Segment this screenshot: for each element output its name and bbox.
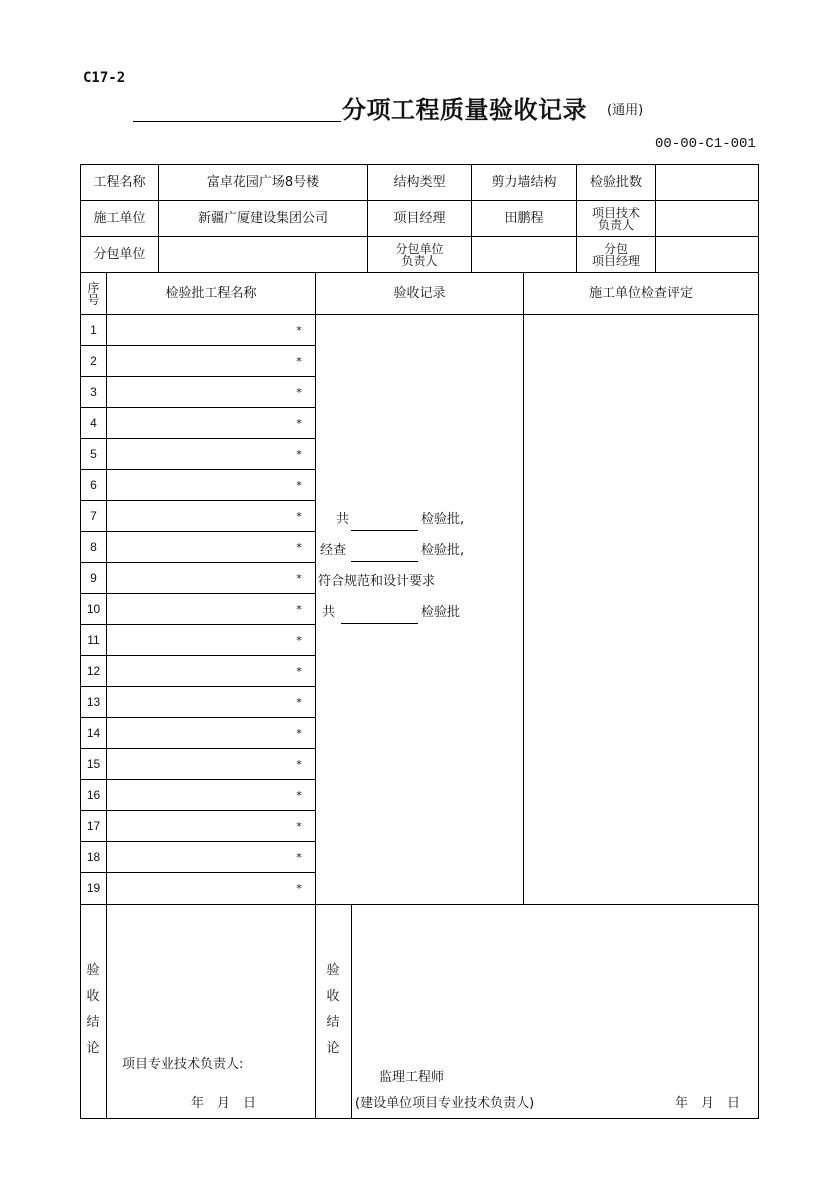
batch-name-cell[interactable] [107, 749, 291, 779]
batch-name-cell[interactable] [107, 625, 291, 655]
batch-name-cell[interactable] [107, 408, 291, 438]
batch-name-cell[interactable] [107, 501, 291, 531]
subcontractor-label: 分包单位 [93, 247, 146, 262]
batch-name-cell[interactable] [107, 439, 291, 469]
row-number: 13 [86, 695, 101, 709]
required-mark: * [296, 634, 302, 647]
batch-name-cell[interactable] [107, 687, 291, 717]
project-manager-label: 项目经理 [393, 211, 446, 226]
right-conclusion-char: 论 [326, 1041, 340, 1056]
left-conclusion-label [83, 958, 103, 1062]
required-mark: * [296, 758, 302, 771]
contractor-label: 施工单位 [93, 211, 146, 226]
sub-lead-label-line1: 分包单位 [395, 241, 444, 256]
row-number: 8 [90, 540, 97, 554]
left-conclusion-char: 论 [86, 1041, 100, 1056]
col-name-header: 检验批工程名称 [165, 286, 257, 301]
sub-manager-label-line1: 分包 [603, 241, 628, 256]
record-checked-blank[interactable] [351, 561, 418, 562]
batch-name-cell[interactable] [107, 873, 291, 903]
required-mark: * [296, 603, 302, 616]
left-signer-label: 项目专业技术负责人: [122, 1057, 244, 1072]
batch-name-cell[interactable] [107, 842, 291, 872]
tech-lead-label [577, 201, 655, 236]
required-mark: * [296, 386, 302, 399]
subcontractor-value[interactable] [159, 237, 367, 272]
grid-line [351, 904, 352, 1119]
form-code: C17-2 [83, 70, 126, 86]
row-number: 18 [86, 850, 101, 864]
sub-manager-value[interactable] [656, 237, 758, 272]
record-total2-suffix: 检验批 [421, 605, 461, 620]
batch-count-label: 检验批数 [589, 175, 642, 190]
batch-name-cell[interactable] [107, 315, 291, 345]
right-conclusion-char: 验 [326, 963, 340, 978]
document-number: 00-00-C1-001 [655, 136, 756, 152]
structure-type-label: 结构类型 [393, 175, 446, 190]
required-mark: * [296, 572, 302, 585]
row-number: 7 [90, 509, 97, 523]
sub-lead-label [368, 237, 471, 272]
required-mark: * [296, 448, 302, 461]
required-mark: * [296, 479, 302, 492]
title-suffix: (通用) [607, 103, 644, 118]
tech-lead-value[interactable] [656, 201, 758, 236]
left-conclusion-char: 结 [86, 1015, 100, 1030]
row-number: 15 [86, 757, 101, 771]
left-conclusion-char: 验 [86, 963, 100, 978]
col-record-header: 验收记录 [393, 286, 446, 301]
row-number: 17 [86, 819, 101, 833]
project-manager-value: 田鹏程 [504, 211, 544, 226]
record-total-suffix: 检验批, [421, 512, 465, 527]
right-conclusion-char: 收 [326, 989, 340, 1004]
left-conclusion-char: 收 [86, 989, 100, 1004]
row-number: 10 [86, 602, 101, 616]
batch-name-cell[interactable] [107, 377, 291, 407]
record-checked-suffix: 检验批, [421, 543, 465, 558]
title-blank-line [133, 121, 341, 122]
record-total-blank[interactable] [351, 530, 418, 531]
required-mark: * [296, 851, 302, 864]
required-mark: * [296, 355, 302, 368]
batch-name-cell[interactable] [107, 656, 291, 686]
required-mark: * [296, 696, 302, 709]
tech-lead-label-line2: 负责人 [597, 217, 634, 232]
grid-line [315, 272, 316, 1119]
sub-lead-label-line2: 负责人 [401, 253, 438, 268]
sub-manager-label-line2: 项目经理 [591, 253, 640, 268]
col-seq-header [81, 273, 106, 314]
row-number: 1 [90, 323, 97, 337]
tech-lead-label-line1: 项目技术 [591, 205, 640, 220]
row-number: 5 [90, 447, 97, 461]
batch-name-cell[interactable] [107, 532, 291, 562]
row-number: 11 [87, 633, 100, 647]
col-seq-char2: 号 [87, 292, 100, 307]
sub-lead-value[interactable] [472, 237, 576, 272]
required-mark: * [296, 417, 302, 430]
right-conclusion-char: 结 [326, 1015, 340, 1030]
batch-name-cell[interactable] [107, 470, 291, 500]
sub-manager-label [577, 237, 655, 272]
col-eval-header: 施工单位检查评定 [588, 286, 693, 301]
required-mark: * [296, 727, 302, 740]
row-number: 19 [86, 881, 101, 895]
record-total2-prefix: 共 [322, 605, 336, 620]
row-number: 14 [86, 726, 101, 740]
project-name-label: 工程名称 [93, 175, 146, 190]
col-seq-char1: 序 [87, 280, 100, 295]
row-number: 2 [90, 354, 97, 368]
required-mark: * [296, 510, 302, 523]
row-number: 12 [86, 664, 101, 678]
batch-name-cell[interactable] [107, 346, 291, 376]
grid-line [80, 904, 759, 905]
page-title: 分项工程质量验收记录 [342, 96, 587, 124]
row-number: 3 [90, 385, 97, 399]
grid-line [523, 272, 524, 904]
required-mark: * [296, 541, 302, 554]
required-mark: * [296, 882, 302, 895]
structure-type-value: 剪力墙结构 [491, 175, 557, 190]
contractor-value: 新疆广厦建设集团公司 [197, 211, 328, 226]
row-number: 9 [90, 571, 97, 585]
batch-name-cell[interactable] [107, 594, 291, 624]
required-mark: * [296, 324, 302, 337]
required-mark: * [296, 820, 302, 833]
batch-name-cell[interactable] [107, 780, 291, 810]
right-date: 年 月 日 [675, 1096, 741, 1111]
required-mark: * [296, 665, 302, 678]
required-mark: * [296, 789, 302, 802]
batch-name-cell[interactable] [107, 563, 291, 593]
project-name-value: 富卓花园广场8号楼 [206, 175, 320, 190]
row-number: 6 [90, 478, 97, 492]
right-signer-note: (建设单位项目专业技术负责人) [355, 1096, 535, 1111]
batch-name-cell[interactable] [107, 718, 291, 748]
batch-count-value[interactable] [656, 165, 758, 200]
record-total-prefix: 共 [336, 512, 350, 527]
left-date: 年 月 日 [191, 1096, 257, 1111]
record-conform: 符合规范和设计要求 [318, 574, 436, 589]
right-conclusion-label [323, 958, 343, 1062]
row-number: 4 [90, 416, 97, 430]
record-checked-prefix: 经查 [320, 543, 347, 558]
row-number: 16 [86, 788, 101, 802]
record-total2-blank[interactable] [341, 623, 418, 624]
right-signer-label: 监理工程师 [379, 1070, 445, 1085]
batch-name-cell[interactable] [107, 811, 291, 841]
